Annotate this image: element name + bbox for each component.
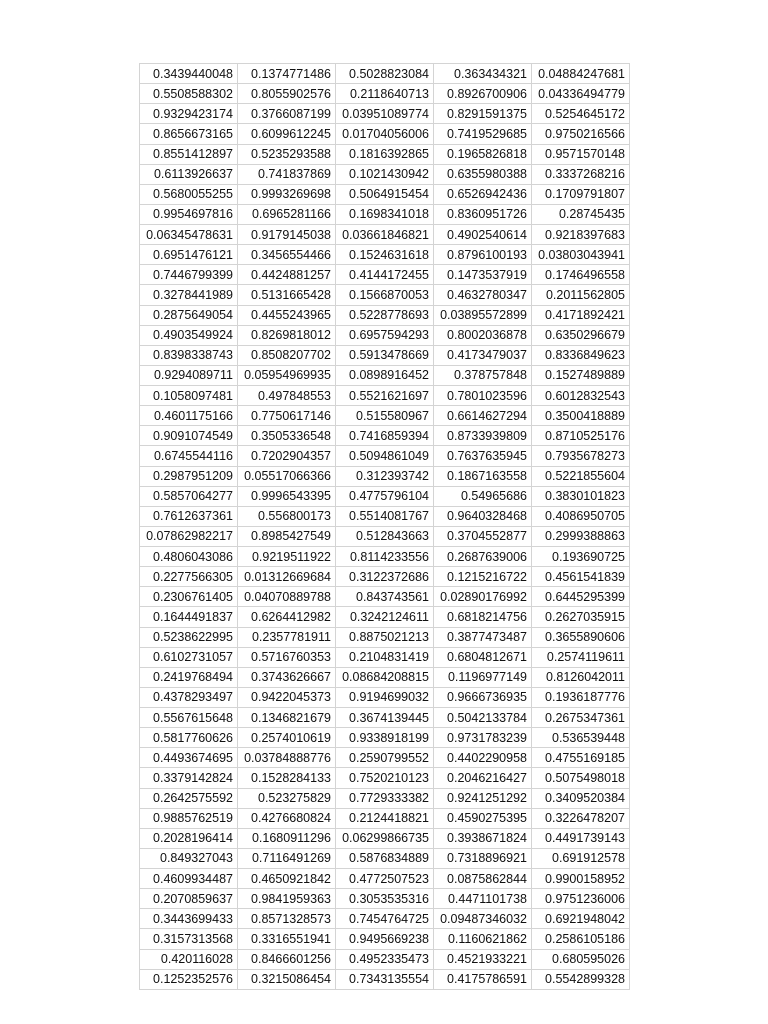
- table-cell[interactable]: 0.9329423174: [140, 104, 238, 124]
- table-cell[interactable]: 0.3655890606: [532, 627, 630, 647]
- table-cell[interactable]: 0.7116491269: [238, 848, 336, 868]
- table-cell[interactable]: 0.5064915454: [336, 184, 434, 204]
- table-cell[interactable]: 0.1566870053: [336, 285, 434, 305]
- table-cell[interactable]: 0.8466601256: [238, 949, 336, 969]
- table-cell[interactable]: 0.9750216566: [532, 124, 630, 144]
- table-cell[interactable]: 0.523275829: [238, 788, 336, 808]
- table-cell[interactable]: 0.2011562805: [532, 285, 630, 305]
- table-cell[interactable]: 0.2419768494: [140, 667, 238, 687]
- table-cell[interactable]: 0.4086950705: [532, 506, 630, 526]
- table-cell[interactable]: 0.9422045373: [238, 687, 336, 707]
- table-cell[interactable]: 0.3337268216: [532, 164, 630, 184]
- table-row: [140, 204, 630, 224]
- table-row: [140, 708, 630, 728]
- table-cell[interactable]: 0.05517066366: [238, 466, 336, 486]
- table-cell[interactable]: 0.5567615648: [140, 708, 238, 728]
- table-cell[interactable]: 0.6445295399: [532, 587, 630, 607]
- table-cell[interactable]: 0.4521933221: [434, 949, 532, 969]
- table-cell[interactable]: 0.1528284133: [238, 768, 336, 788]
- table-cell[interactable]: 0.8360951726: [434, 204, 532, 224]
- table-cell[interactable]: 0.6264412982: [238, 607, 336, 627]
- table-cell[interactable]: 0.5228778693: [336, 305, 434, 325]
- table-cell[interactable]: 0.6818214756: [434, 607, 532, 627]
- table-cell[interactable]: 0.9179145038: [238, 225, 336, 245]
- table-cell[interactable]: 0.7520210123: [336, 768, 434, 788]
- table-cell[interactable]: 0.843743561: [336, 587, 434, 607]
- table-cell[interactable]: 0.4775796104: [336, 486, 434, 506]
- table-cell[interactable]: 0.0875862844: [434, 869, 532, 889]
- table-row: [140, 64, 630, 84]
- table-cell[interactable]: 0.4650921842: [238, 869, 336, 889]
- table-cell[interactable]: 0.1709791807: [532, 184, 630, 204]
- table-cell[interactable]: 0.2118640713: [336, 84, 434, 104]
- table-cell[interactable]: 0.06345478631: [140, 225, 238, 245]
- table-cell[interactable]: 0.3704552877: [434, 526, 532, 546]
- table-cell[interactable]: 0.8398338743: [140, 345, 238, 365]
- table-row: [140, 547, 630, 567]
- table-cell[interactable]: 0.1473537919: [434, 265, 532, 285]
- table-cell[interactable]: 0.1021430942: [336, 164, 434, 184]
- table-cell[interactable]: 0.3409520384: [532, 788, 630, 808]
- table-cell[interactable]: 0.3226478207: [532, 808, 630, 828]
- table-cell[interactable]: 0.4772507523: [336, 869, 434, 889]
- table-cell[interactable]: 0.5254645172: [532, 104, 630, 124]
- table-cell[interactable]: 0.2070859637: [140, 889, 238, 909]
- table-cell[interactable]: 0.08684208815: [336, 667, 434, 687]
- table-cell[interactable]: 0.3877473487: [434, 627, 532, 647]
- table-cell[interactable]: 0.5680055255: [140, 184, 238, 204]
- table-cell[interactable]: 0.1698341018: [336, 204, 434, 224]
- table-cell[interactable]: 0.5094861049: [336, 446, 434, 466]
- table-cell[interactable]: 0.4276680824: [238, 808, 336, 828]
- table-cell[interactable]: 0.3157313568: [140, 929, 238, 949]
- table-cell[interactable]: 0.8733939809: [434, 426, 532, 446]
- table-cell[interactable]: 0.3830101823: [532, 486, 630, 506]
- table-row: [140, 889, 630, 909]
- table-cell[interactable]: 0.4952335473: [336, 949, 434, 969]
- table-cell[interactable]: 0.1746496558: [532, 265, 630, 285]
- table-cell[interactable]: 0.03803043941: [532, 245, 630, 265]
- table-cell[interactable]: 0.4493674695: [140, 748, 238, 768]
- table-cell[interactable]: 0.4471101738: [434, 889, 532, 909]
- table-row: [140, 446, 630, 466]
- table-cell[interactable]: 0.6113926637: [140, 164, 238, 184]
- table-cell[interactable]: 0.9219511922: [238, 547, 336, 567]
- table-cell[interactable]: 0.7801023596: [434, 386, 532, 406]
- table-cell[interactable]: 0.2627035915: [532, 607, 630, 627]
- table-cell[interactable]: 0.2046216427: [434, 768, 532, 788]
- table-cell[interactable]: 0.7935678273: [532, 446, 630, 466]
- table-cell[interactable]: 0.8269818012: [238, 325, 336, 345]
- table-cell[interactable]: 0.497848553: [238, 386, 336, 406]
- table-row: [140, 667, 630, 687]
- table-cell[interactable]: 0.7729333382: [336, 788, 434, 808]
- table-row: [140, 748, 630, 768]
- table-cell[interactable]: 0.04884247681: [532, 64, 630, 84]
- table-cell[interactable]: 0.2277566305: [140, 567, 238, 587]
- table-cell[interactable]: 0.7454764725: [336, 909, 434, 929]
- table-row: [140, 949, 630, 969]
- table-cell[interactable]: 0.9640328468: [434, 506, 532, 526]
- table-cell[interactable]: 0.680595026: [532, 949, 630, 969]
- table-cell[interactable]: 0.9495669238: [336, 929, 434, 949]
- table-cell[interactable]: 0.4424881257: [238, 265, 336, 285]
- table-cell[interactable]: 0.3443699433: [140, 909, 238, 929]
- table-cell[interactable]: 0.03784888776: [238, 748, 336, 768]
- table-row: [140, 265, 630, 285]
- table-cell[interactable]: 0.4590275395: [434, 808, 532, 828]
- table-cell[interactable]: 0.6957594293: [336, 325, 434, 345]
- table-row: [140, 869, 630, 889]
- table-cell[interactable]: 0.4561541839: [532, 567, 630, 587]
- table-cell[interactable]: 0.1965826818: [434, 144, 532, 164]
- table-cell[interactable]: 0.03895572899: [434, 305, 532, 325]
- table-cell[interactable]: 0.5235293588: [238, 144, 336, 164]
- table-cell[interactable]: 0.9731783239: [434, 728, 532, 748]
- table-cell[interactable]: 0.556800173: [238, 506, 336, 526]
- table-row: [140, 84, 630, 104]
- table-cell[interactable]: 0.3439440048: [140, 64, 238, 84]
- table-row: [140, 828, 630, 848]
- table-cell[interactable]: 0.1215216722: [434, 567, 532, 587]
- table-cell[interactable]: 0.515580967: [336, 406, 434, 426]
- table-cell[interactable]: 0.7446799399: [140, 265, 238, 285]
- table-cell[interactable]: 0.4806043086: [140, 547, 238, 567]
- table-cell[interactable]: 0.01312669684: [238, 567, 336, 587]
- table-row: [140, 164, 630, 184]
- table-cell[interactable]: 0.9666736935: [434, 687, 532, 707]
- table-cell[interactable]: 0.1524631618: [336, 245, 434, 265]
- table-cell[interactable]: 0.4175786591: [434, 969, 532, 989]
- table-cell[interactable]: 0.1867163558: [434, 466, 532, 486]
- table-cell[interactable]: 0.09487346032: [434, 909, 532, 929]
- table-cell[interactable]: 0.6614627294: [434, 406, 532, 426]
- table-cell[interactable]: 0.4378293497: [140, 687, 238, 707]
- table-cell[interactable]: 0.363434321: [434, 64, 532, 84]
- table-row: [140, 124, 630, 144]
- table-row: [140, 104, 630, 124]
- table-cell[interactable]: 0.8126042011: [532, 667, 630, 687]
- table-cell[interactable]: 0.420116028: [140, 949, 238, 969]
- table-cell[interactable]: 0.8926700906: [434, 84, 532, 104]
- table-cell[interactable]: 0.8875021213: [336, 627, 434, 647]
- table-cell[interactable]: 0.6745544116: [140, 446, 238, 466]
- table-cell[interactable]: 0.9841959363: [238, 889, 336, 909]
- table-cell[interactable]: 0.9954697816: [140, 204, 238, 224]
- table-cell[interactable]: 0.5514081767: [336, 506, 434, 526]
- table-cell[interactable]: 0.9751236006: [532, 889, 630, 909]
- table-cell[interactable]: 0.3316551941: [238, 929, 336, 949]
- table-cell[interactable]: 0.2590799552: [336, 748, 434, 768]
- table-cell[interactable]: 0.9996543395: [238, 486, 336, 506]
- table-row: [140, 506, 630, 526]
- table-cell[interactable]: 0.8055902576: [238, 84, 336, 104]
- table-cell[interactable]: 0.3053535316: [336, 889, 434, 909]
- table-row: [140, 386, 630, 406]
- table-cell[interactable]: 0.3505336548: [238, 426, 336, 446]
- table-cell[interactable]: 0.2306761405: [140, 587, 238, 607]
- table-cell[interactable]: 0.4903549924: [140, 325, 238, 345]
- table-cell[interactable]: 0.9900158952: [532, 869, 630, 889]
- table-cell[interactable]: 0.1196977149: [434, 667, 532, 687]
- table-cell[interactable]: 0.8571328573: [238, 909, 336, 929]
- table-cell[interactable]: 0.2642575592: [140, 788, 238, 808]
- table-cell[interactable]: 0.2357781911: [238, 627, 336, 647]
- table-row: [140, 768, 630, 788]
- table-cell[interactable]: 0.8114233556: [336, 547, 434, 567]
- table-cell[interactable]: 0.9194699032: [336, 687, 434, 707]
- table-cell[interactable]: 0.8710525176: [532, 426, 630, 446]
- table-cell[interactable]: 0.2987951209: [140, 466, 238, 486]
- table-cell[interactable]: 0.8985427549: [238, 526, 336, 546]
- table-cell[interactable]: 0.3215086454: [238, 969, 336, 989]
- table-cell[interactable]: 0.2124418821: [336, 808, 434, 828]
- table-cell[interactable]: 0.8551412897: [140, 144, 238, 164]
- table-cell[interactable]: 0.3379142824: [140, 768, 238, 788]
- table-cell[interactable]: 0.6526942436: [434, 184, 532, 204]
- table-cell[interactable]: 0.6965281166: [238, 204, 336, 224]
- table-cell[interactable]: 0.1346821679: [238, 708, 336, 728]
- table-cell[interactable]: 0.4491739143: [532, 828, 630, 848]
- table-cell[interactable]: 0.4455243965: [238, 305, 336, 325]
- table-cell[interactable]: 0.4171892421: [532, 305, 630, 325]
- table-row: [140, 526, 630, 546]
- table-row: [140, 848, 630, 868]
- table-cell[interactable]: 0.8002036878: [434, 325, 532, 345]
- table-row: [140, 567, 630, 587]
- table-cell[interactable]: 0.06299866735: [336, 828, 434, 848]
- table-cell[interactable]: 0.3938671824: [434, 828, 532, 848]
- table-cell[interactable]: 0.5857064277: [140, 486, 238, 506]
- table-cell[interactable]: 0.7343135554: [336, 969, 434, 989]
- table-cell[interactable]: 0.6350296679: [532, 325, 630, 345]
- table-cell[interactable]: 0.0898916452: [336, 365, 434, 385]
- table-cell[interactable]: 0.3743626667: [238, 667, 336, 687]
- table-row: [140, 909, 630, 929]
- table-cell[interactable]: 0.6921948042: [532, 909, 630, 929]
- table-cell[interactable]: 0.3500418889: [532, 406, 630, 426]
- table-cell[interactable]: 0.5042133784: [434, 708, 532, 728]
- table-cell[interactable]: 0.512843663: [336, 526, 434, 546]
- table-cell[interactable]: 0.4609934487: [140, 869, 238, 889]
- table-row: [140, 647, 630, 667]
- table-cell[interactable]: 0.2574119611: [532, 647, 630, 667]
- table-cell[interactable]: 0.5131665428: [238, 285, 336, 305]
- table-cell[interactable]: 0.9241251292: [434, 788, 532, 808]
- table-cell[interactable]: 0.3278441989: [140, 285, 238, 305]
- table-cell[interactable]: 0.1527489889: [532, 365, 630, 385]
- table-row: [140, 144, 630, 164]
- table-row: [140, 406, 630, 426]
- table-cell[interactable]: 0.691912578: [532, 848, 630, 868]
- table-cell[interactable]: 0.4402290958: [434, 748, 532, 768]
- table-cell[interactable]: 0.6951476121: [140, 245, 238, 265]
- table-cell[interactable]: 0.2028196414: [140, 828, 238, 848]
- table-cell[interactable]: 0.3674139445: [336, 708, 434, 728]
- table-cell[interactable]: 0.2875649054: [140, 305, 238, 325]
- table-cell[interactable]: 0.312393742: [336, 466, 434, 486]
- table-row: [140, 285, 630, 305]
- table-cell[interactable]: 0.5221855604: [532, 466, 630, 486]
- table-cell[interactable]: 0.7318896921: [434, 848, 532, 868]
- table-row: [140, 426, 630, 446]
- table-cell[interactable]: 0.5508588302: [140, 84, 238, 104]
- table-cell[interactable]: 0.04336494779: [532, 84, 630, 104]
- table-cell[interactable]: 0.1936187776: [532, 687, 630, 707]
- table-cell[interactable]: 0.3766087199: [238, 104, 336, 124]
- table-row: [140, 969, 630, 989]
- table-row: [140, 687, 630, 707]
- table-cell[interactable]: 0.193690725: [532, 547, 630, 567]
- table-cell[interactable]: 0.9885762519: [140, 808, 238, 828]
- table-cell[interactable]: 0.9091074549: [140, 426, 238, 446]
- table-cell[interactable]: 0.741837869: [238, 164, 336, 184]
- table-row: [140, 808, 630, 828]
- table-cell[interactable]: 0.2574010619: [238, 728, 336, 748]
- table-cell[interactable]: 0.5716760353: [238, 647, 336, 667]
- table-row: [140, 607, 630, 627]
- table-cell[interactable]: 0.2999388863: [532, 526, 630, 546]
- table-cell[interactable]: 0.07862982217: [140, 526, 238, 546]
- table-cell[interactable]: 0.9338918199: [336, 728, 434, 748]
- table-cell[interactable]: 0.5521621697: [336, 386, 434, 406]
- table-cell[interactable]: 0.2104831419: [336, 647, 434, 667]
- table-cell[interactable]: 0.6099612245: [238, 124, 336, 144]
- table-cell[interactable]: 0.7416859394: [336, 426, 434, 446]
- table-cell[interactable]: 0.2586105186: [532, 929, 630, 949]
- data-table: [139, 63, 630, 990]
- table-cell[interactable]: 0.05954969935: [238, 365, 336, 385]
- table-row: [140, 728, 630, 748]
- table-row: [140, 486, 630, 506]
- table-cell[interactable]: 0.8291591375: [434, 104, 532, 124]
- table-row: [140, 345, 630, 365]
- table-cell[interactable]: 0.5817760626: [140, 728, 238, 748]
- table-cell[interactable]: 0.4902540614: [434, 225, 532, 245]
- table-cell[interactable]: 0.5542899328: [532, 969, 630, 989]
- table-cell[interactable]: 0.2675347361: [532, 708, 630, 728]
- table-cell[interactable]: 0.5075498018: [532, 768, 630, 788]
- table-cell[interactable]: 0.4173479037: [434, 345, 532, 365]
- table-cell[interactable]: 0.1374771486: [238, 64, 336, 84]
- table-cell[interactable]: 0.04070889788: [238, 587, 336, 607]
- table-cell[interactable]: 0.536539448: [532, 728, 630, 748]
- table-cell[interactable]: 0.1680911296: [238, 828, 336, 848]
- table-cell[interactable]: 0.9993269698: [238, 184, 336, 204]
- table-row: [140, 587, 630, 607]
- table-cell[interactable]: 0.5913478669: [336, 345, 434, 365]
- table-cell[interactable]: 0.6804812671: [434, 647, 532, 667]
- table-row: [140, 788, 630, 808]
- table-cell[interactable]: 0.1644491837: [140, 607, 238, 627]
- table-cell[interactable]: 0.5238622995: [140, 627, 238, 647]
- table-row: [140, 365, 630, 385]
- table-row: [140, 627, 630, 647]
- table-cell[interactable]: 0.03951089774: [336, 104, 434, 124]
- table-cell[interactable]: 0.8508207702: [238, 345, 336, 365]
- table-cell[interactable]: 0.3122372686: [336, 567, 434, 587]
- table-cell[interactable]: 0.8336849623: [532, 345, 630, 365]
- table-cell[interactable]: 0.4144172455: [336, 265, 434, 285]
- table-cell[interactable]: 0.9294089711: [140, 365, 238, 385]
- table-cell[interactable]: 0.28745435: [532, 204, 630, 224]
- table-row: [140, 225, 630, 245]
- table-cell[interactable]: 0.1160621862: [434, 929, 532, 949]
- table-cell[interactable]: 0.9571570148: [532, 144, 630, 164]
- table-cell[interactable]: 0.7419529685: [434, 124, 532, 144]
- table-body: [140, 64, 630, 990]
- table-cell[interactable]: 0.6012832543: [532, 386, 630, 406]
- table-cell[interactable]: 0.849327043: [140, 848, 238, 868]
- table-row: [140, 245, 630, 265]
- table-cell[interactable]: 0.6355980388: [434, 164, 532, 184]
- table-cell[interactable]: 0.4632780347: [434, 285, 532, 305]
- table-cell[interactable]: 0.4755169185: [532, 748, 630, 768]
- table-cell[interactable]: 0.4601175166: [140, 406, 238, 426]
- table-cell[interactable]: 0.7612637361: [140, 506, 238, 526]
- table-row: [140, 466, 630, 486]
- table-row: [140, 305, 630, 325]
- table-cell[interactable]: 0.8656673165: [140, 124, 238, 144]
- table-cell[interactable]: 0.1252352576: [140, 969, 238, 989]
- table-cell[interactable]: 0.01704056006: [336, 124, 434, 144]
- table-cell[interactable]: 0.9218397683: [532, 225, 630, 245]
- table-cell[interactable]: 0.03661846821: [336, 225, 434, 245]
- table-cell[interactable]: 0.7750617146: [238, 406, 336, 426]
- table-row: [140, 325, 630, 345]
- table-cell[interactable]: 0.7202904357: [238, 446, 336, 466]
- table-cell[interactable]: 0.7637635945: [434, 446, 532, 466]
- table-cell[interactable]: 0.54965686: [434, 486, 532, 506]
- table-cell[interactable]: 0.5876834889: [336, 848, 434, 868]
- table-cell[interactable]: 0.1058097481: [140, 386, 238, 406]
- table-cell[interactable]: 0.3456554466: [238, 245, 336, 265]
- table-cell[interactable]: 0.2687639006: [434, 547, 532, 567]
- table-cell[interactable]: 0.8796100193: [434, 245, 532, 265]
- table-cell[interactable]: 0.378757848: [434, 365, 532, 385]
- table-cell[interactable]: 0.02890176992: [434, 587, 532, 607]
- table-cell[interactable]: 0.1816392865: [336, 144, 434, 164]
- table-cell[interactable]: 0.5028823084: [336, 64, 434, 84]
- table-row: [140, 184, 630, 204]
- table-cell[interactable]: 0.6102731057: [140, 647, 238, 667]
- table-row: [140, 929, 630, 949]
- table-cell[interactable]: 0.3242124611: [336, 607, 434, 627]
